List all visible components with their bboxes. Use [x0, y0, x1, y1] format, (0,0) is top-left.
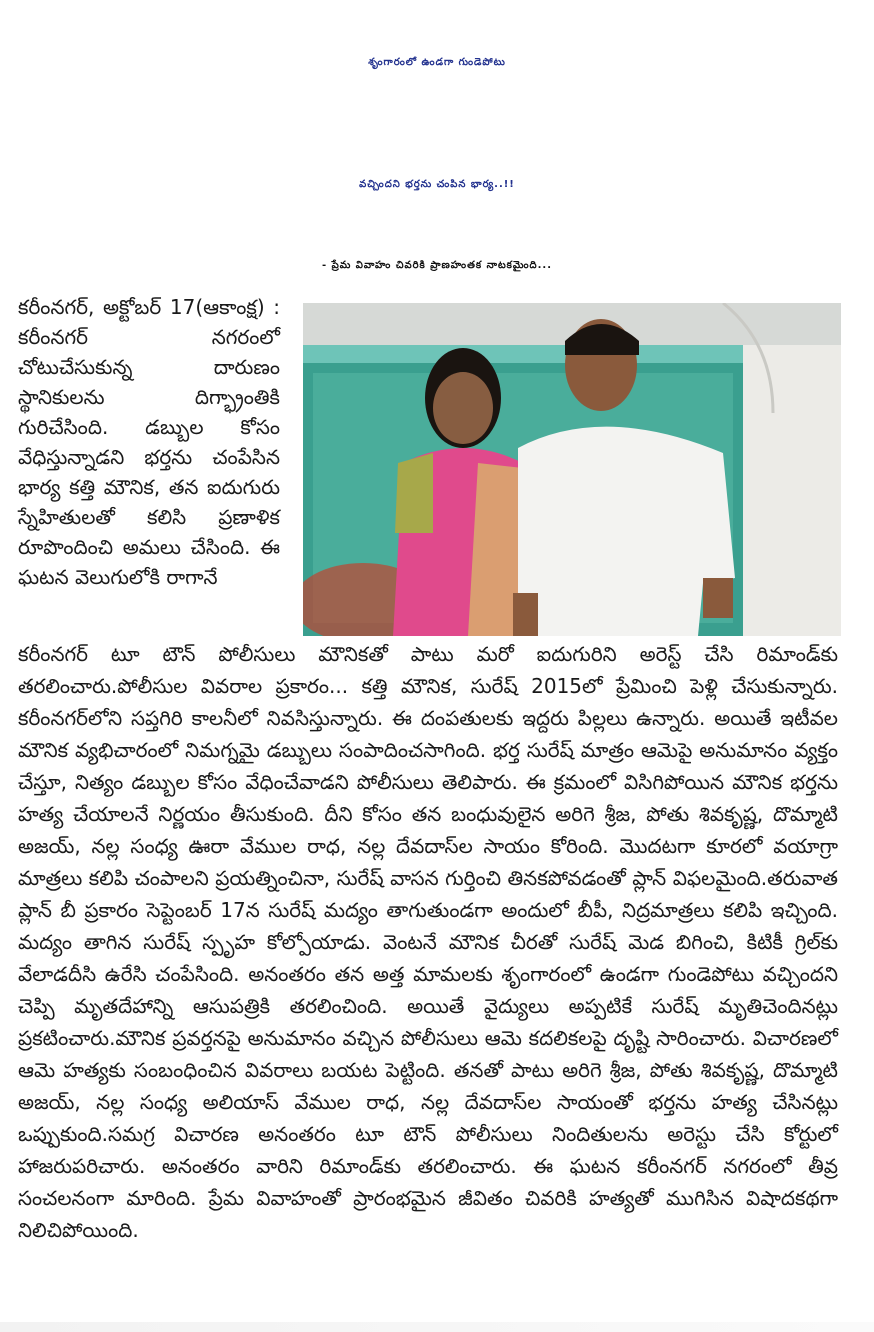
- headline-line-2: వచ్చిందని భర్తను చంపిన భార్య..!!: [359, 179, 515, 190]
- article-intro: కరీంనగర్, అక్టోబర్ 17(ఆకాంక్ష) : కరీంనగర్ నగరంలో చోటుచేసుకున్న దారుణం స్థానికులను దిగ్భ్రాంతికి గురిచేసింది. డబ్బుల కోసం వేధిస్తున్నాడని భర్తను చంపేసిన భార్య కత్తి మౌనిక, తన ఐదుగురు స్నేహితులతో కలిసి ప్రణాళిక రూపొందించి అమలు చేసింది. ఈ ఘటన వెలుగులోకి రాగానే: [18, 295, 280, 589]
- news-photo: [303, 303, 841, 636]
- article-body: కరీంనగర్ టూ టౌన్ పోలీసులు మౌనికతో పాటు మరో ఐదుగురిని అరెస్ట్ చేసి రిమాండ్‌కు తరలించారు.పోలీసుల వివరాల ప్రకారం... కత్తి మౌనిక, సురేష్ 2015లో ప్రేమించి పెళ్లి చేసుకున్నారు. కరీంనగర్‌లోని సప్తగిరి కాలనీలో నివసిస్తున్నారు. ఈ దంపతులకు ఇద్దరు పిల్లలు ఉన్నారు. అయితే ఇటీవల మౌనిక వ్యభిచారంలో నిమగ్నమై డబ్బులు సంపాదించసాగింది. భర్త సురేష్ మాత్రం ఆమెపై అనుమానం వ్యక్తం చేస్తూ, నిత్యం డబ్బుల కోసం వేధించేవాడని పోలీసులు తెలిపారు. ఈ క్రమంలో విసిగిపోయిన మౌనిక భర్తను హత్య చేయాలనే నిర్ణయం తీసుకుంది. దీని కోసం తన బంధువులైన అరిగె శ్రీజ, పోతు శివకృష్ణ, దొమ్మాటి అజయ్, నల్ల సంధ్య ఊరా వేముల రాధ, నల్ల దేవదాస్‌ల సాయం కోరింది. మొదటగా కూరలో వయాగ్రా మాత్రలు కలిపి చంపాలని ప్రయత్నించినా, సురేష్ వాసన గుర్తించి తినకపోవడంతో ప్లాన్ విఫలమైంది.తరువాత ప్లాన్ బీ ప్రకారం సెప్టెంబర్ 17న సురేష్ మద్యం తాగుతుండగా అందులో బీపీ, నిద్రమాత్రలు కలిపి ఇచ్చింది. మద్యం తాగిన సురేష్ స్పృహ కోల్పోయాడు. వెంటనే మౌనిక చీరతో సురేష్ మెడ బిగించి, కిటికీ గ్రిల్‌కు వేలాడదీసి ఉరేసి చంపేసింది. అనంతరం తన అత్త మామలకు శృంగారంలో ఉండగా గుండెపోటు వచ్చిందని చెప్పి మృతదేహాన్ని ఆసుపత్రికి తరలించింది. అయితే వైద్యులు అప్పటికే సురేష్ మృతిచెందినట్లు ప్రకటించారు.మౌనిక ప్రవర్తనపై అనుమానం వచ్చిన పోలీసులు ఆమె కదలికలపై దృష్టి సారించారు. విచారణలో ఆమె హత్యకు సంబంధించిన వివరాలు బయట పెట్టింది. తనతో పాటు అరిగె శ్రీజ, పోతు శివకృష్ణ, దొమ్మాటి అజయ్, నల్ల సంధ్య అలియాస్ వేముల రాధ, నల్ల దేవదాస్‌ల సాయంతో భర్తను హత్య చేసినట్లు ఒప్పుకుంది.సమగ్ర విచారణ అనంతరం టూ టౌన్ పోలీసులు నిందితులను అరెస్టు చేసి కోర్టులో హాజరుపరిచారు. అనంతరం వారిని రిమాండ్‌కు తరలించారు. ఈ ఘటన కరీంనగర్ నగరంలో తీవ్ర సంచలనంగా మారింది. ప్రేమ వివాహంతో ప్రారంభమైన జీవితం చివరికి హత్యతో ముగిసిన విషాదకథగా నిలిచిపోయింది.: [18, 642, 838, 1242]
- headline-line-1: శృంగారంలో ఉండగా గుండెపోటు: [368, 57, 506, 68]
- divider: [0, 1322, 874, 1332]
- subheading: - ప్రేమ వివాహం చివరికి ప్రాణహంతక నాటకమైంది...: [321, 260, 553, 271]
- couple-photo-icon: [303, 303, 841, 636]
